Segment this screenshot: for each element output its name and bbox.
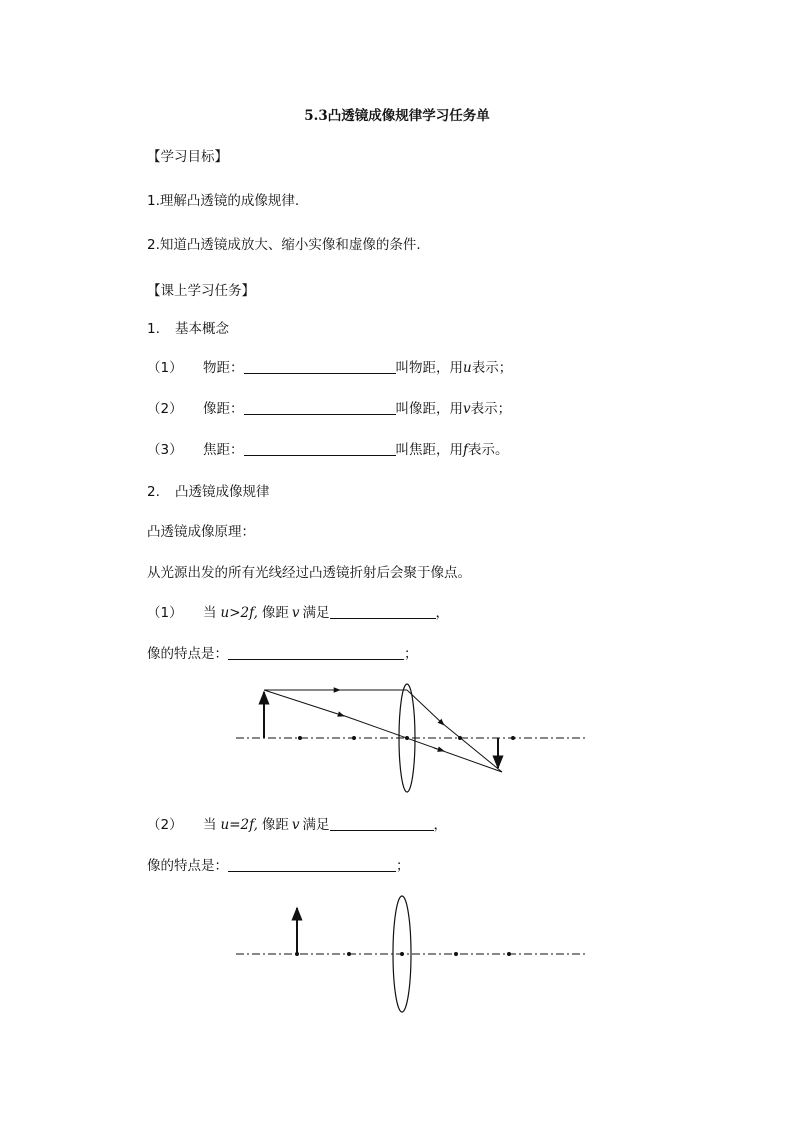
case-number: （2）: [147, 817, 183, 833]
fill-blank[interactable]: [228, 857, 396, 872]
feature-end: ；: [396, 858, 410, 874]
concept-suffix-b: 表示；: [470, 401, 512, 417]
center-ray-arrow: [264, 690, 344, 716]
concept-number: （2）: [147, 401, 183, 417]
principle-text: 从光源出发的所有光线经过凸透镜折射后会聚于像点。: [147, 565, 471, 581]
point-2f-right: [511, 736, 515, 740]
fill-blank[interactable]: [330, 604, 436, 619]
fill-blank[interactable]: [244, 400, 396, 415]
case-condition: u>2f,: [220, 605, 258, 621]
concept-suffix-a: 叫焦距，用: [395, 442, 463, 458]
section-goals-heading: 【学习目标】: [147, 149, 228, 165]
case-distance-label: 像距: [261, 605, 289, 621]
concept-label: 像距：: [203, 401, 244, 417]
concept-suffix-b: 表示；: [471, 360, 513, 376]
case-end: ，: [433, 817, 448, 833]
concept-symbol: f: [463, 442, 468, 458]
concept-suffix-a: 叫像距，用: [395, 401, 463, 417]
case-1-row: [147, 603, 449, 623]
feature-label: 像的特点是：: [147, 858, 228, 874]
case-condition: u=2f,: [220, 817, 258, 833]
item-1-title: 基本概念: [175, 321, 229, 337]
goal-2: 2.知道凸透镜成放大、缩小实像和虚像的条件.: [147, 237, 421, 253]
center-ray-arrow-2: [434, 748, 444, 751]
concept-label: 物距：: [203, 360, 244, 376]
concept-symbol: v: [463, 401, 471, 417]
lens-diagram-1: [230, 680, 590, 798]
case-v-symbol: v: [291, 817, 300, 833]
principle-heading: 凸透镜成像原理：: [147, 524, 255, 540]
case-end: ，: [435, 605, 450, 621]
fill-blank[interactable]: [228, 645, 404, 660]
concept-label: 焦距：: [203, 442, 244, 458]
case-satisfies: 满足: [302, 817, 330, 833]
item-2-heading: [147, 482, 270, 502]
case-when: 当: [203, 605, 217, 621]
fill-blank[interactable]: [244, 359, 396, 374]
item-2-number: 2.: [147, 484, 160, 500]
case-when: 当: [203, 817, 217, 833]
point-2f-left: [298, 736, 302, 740]
optical-center: [400, 952, 404, 956]
concept-symbol: u: [463, 360, 472, 376]
point-2f-right: [507, 952, 511, 956]
page-title: 5.3凸透镜成像规律学习任务单: [304, 108, 490, 124]
lens-diagram-2: [230, 892, 590, 1016]
refracted-ray: [442, 723, 502, 772]
concept-number: （1）: [147, 360, 183, 376]
case-2-feature-row: [147, 856, 410, 876]
concept-number: （3）: [147, 442, 183, 458]
refracted-ray-arrow: [407, 690, 444, 725]
goal-1: 1.理解凸透镜的成像规律.: [147, 193, 300, 209]
point-f-left: [352, 736, 356, 740]
item-1-number: 1.: [147, 321, 160, 337]
point-f-right: [454, 952, 458, 956]
case-satisfies: 满足: [302, 605, 330, 621]
feature-label: 像的特点是：: [147, 646, 228, 662]
concept-row-focal-length: [147, 440, 509, 460]
section-tasks-heading: 【课上学习任务】: [147, 283, 255, 299]
fill-blank[interactable]: [244, 441, 396, 456]
fill-blank[interactable]: [330, 816, 434, 831]
case-2-row: [147, 815, 447, 835]
feature-end: ；: [404, 646, 418, 662]
case-distance-label: 像距: [261, 817, 289, 833]
center-ray: [342, 715, 502, 772]
concept-suffix-b: 表示。: [468, 442, 509, 458]
item-2-title: 凸透镜成像规律: [175, 484, 270, 500]
concept-row-distance-image: [147, 399, 511, 419]
case-1-feature-row: [147, 644, 418, 664]
case-number: （1）: [147, 605, 183, 621]
concept-suffix-a: 叫物距，用: [395, 360, 463, 376]
item-1-heading: [147, 319, 229, 339]
point-f-left: [347, 952, 351, 956]
case-v-symbol: v: [291, 605, 300, 621]
concept-row-distance-object: [147, 358, 512, 378]
